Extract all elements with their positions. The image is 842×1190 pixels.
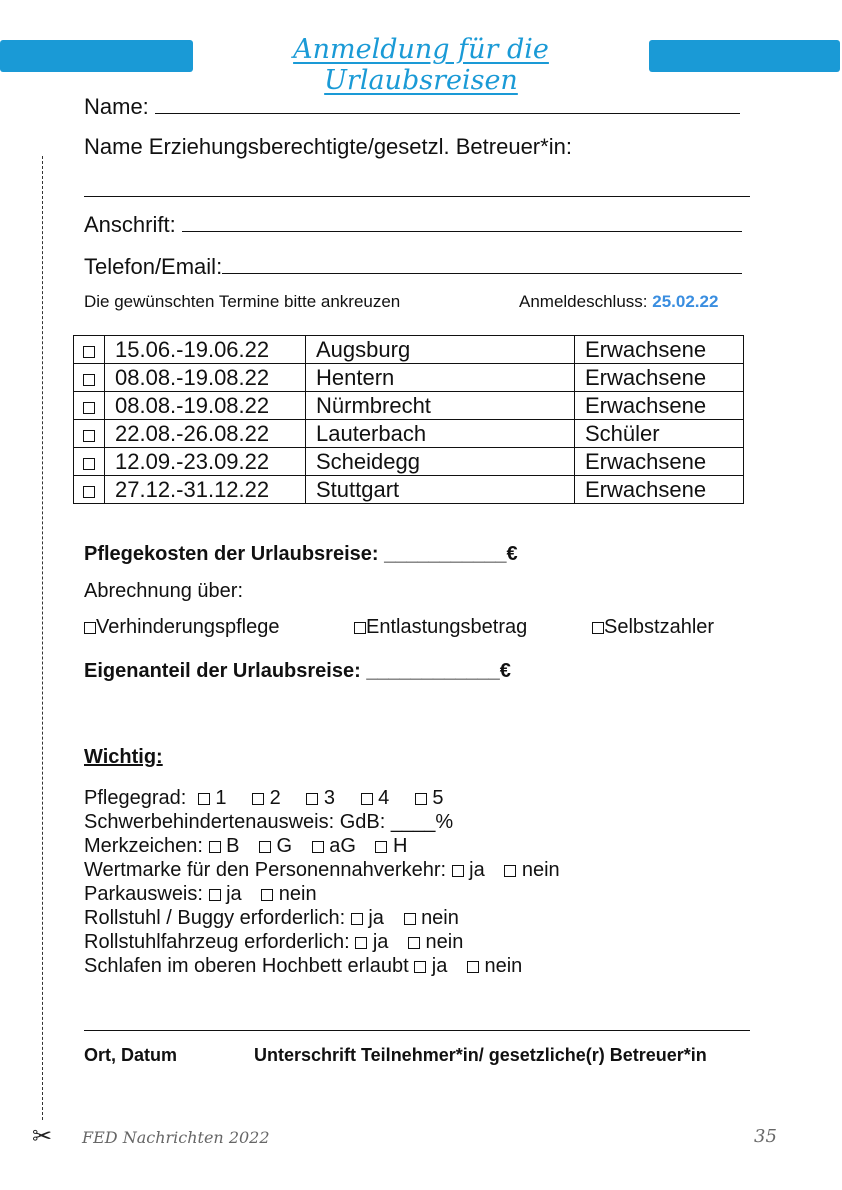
deadline-label: Anmeldeschluss: — [519, 292, 648, 311]
trip-place: Stuttgart — [306, 476, 575, 504]
trip-dates: 08.08.-19.08.22 — [105, 392, 306, 420]
footer-publication: FED Nachrichten 2022 — [82, 1128, 270, 1147]
trip-group: Schüler — [575, 420, 744, 448]
vehicle-row: Rollstuhlfahrzeug erforderlich: ja nein — [84, 931, 464, 953]
no-option[interactable]: nein — [504, 859, 559, 882]
table-row — [74, 364, 744, 392]
care-level-option[interactable]: 5 — [415, 787, 444, 810]
trip-place: Hentern — [306, 364, 575, 392]
contact-field — [84, 254, 742, 280]
billing-option[interactable]: Entlastungsbetrag — [354, 616, 584, 639]
no-option[interactable]: nein — [467, 955, 522, 978]
signature-line[interactable] — [84, 1030, 750, 1031]
name-input-line[interactable] — [155, 113, 740, 114]
yes-option[interactable]: ja — [351, 907, 384, 930]
yes-option[interactable]: ja — [209, 883, 242, 906]
bunk-row: Schlafen im oberen Hochbett erlaubt ja nein — [84, 955, 523, 977]
checkbox[interactable] — [83, 430, 95, 442]
table-row — [74, 336, 744, 364]
deadline — [519, 292, 718, 312]
scissors-icon: ✂ — [32, 1123, 53, 1150]
signature-label: Unterschrift Teilnehmer*in/ gesetzliche(r) Betreuer*in — [254, 1045, 707, 1065]
checkbox[interactable] — [84, 622, 96, 634]
disability-row: Schwerbehindertenausweis: GdB: ____% — [84, 811, 454, 833]
care-level-option[interactable]: 2 — [252, 787, 281, 810]
contact-label: Telefon/Email: — [84, 254, 223, 279]
guardian-label: Name Erziehungsberechtigte/gesetzl. Betreuer*in: — [84, 134, 572, 159]
care-costs-label: Pflegekosten der Urlaubsreise: ___________€ — [84, 543, 518, 565]
trip-dates: 27.12.-31.12.22 — [105, 476, 306, 504]
trip-group: Erwachsene — [575, 392, 744, 420]
no-option[interactable]: nein — [408, 931, 463, 954]
checkbox[interactable] — [83, 458, 95, 470]
checkbox[interactable] — [83, 402, 95, 414]
checkbox[interactable] — [354, 622, 366, 634]
contact-input-line[interactable] — [222, 273, 742, 274]
checkbox[interactable] — [83, 346, 95, 358]
trip-place: Nürmbrecht — [306, 392, 575, 420]
page-number: 35 — [754, 1126, 777, 1147]
checkbox[interactable] — [83, 486, 95, 498]
table-row — [74, 476, 744, 504]
trip-group: Erwachsene — [575, 364, 744, 392]
transit-row: Wertmarke für den Personennahverkehr: ja nein — [84, 859, 560, 881]
name-label: Name: — [84, 94, 149, 119]
yes-option[interactable]: ja — [414, 955, 447, 978]
no-option[interactable]: nein — [404, 907, 459, 930]
parking-row: Parkausweis: ja nein — [84, 883, 317, 905]
address-field — [84, 212, 742, 238]
header-bar-right — [649, 40, 840, 72]
trip-dates: 12.09.-23.09.22 — [105, 448, 306, 476]
place-date-label: Ort, Datum — [84, 1045, 178, 1065]
table-row — [74, 448, 744, 476]
important-heading: Wichtig: — [84, 746, 163, 768]
own-share-label: Eigenanteil der Urlaubsreise: ____________€ — [84, 660, 511, 682]
address-input-line[interactable] — [182, 231, 742, 232]
care-level-option[interactable]: 4 — [361, 787, 390, 810]
trip-table — [73, 335, 744, 504]
table-row — [74, 392, 744, 420]
checkbox[interactable] — [83, 374, 95, 386]
name-field — [84, 94, 740, 120]
cut-line — [42, 156, 43, 1120]
trip-group: Erwachsene — [575, 448, 744, 476]
deadline-date: 25.02.22 — [652, 292, 719, 311]
trip-group: Erwachsene — [575, 476, 744, 504]
header-bar-left — [0, 40, 193, 72]
billing-option[interactable]: Selbstzahler — [592, 616, 714, 639]
guardian-input-line[interactable] — [84, 196, 750, 197]
marks-row: Merkzeichen: B G aG H — [84, 835, 408, 857]
mark-option[interactable]: G — [259, 835, 292, 858]
trip-dates: 15.06.-19.06.22 — [105, 336, 306, 364]
yes-option[interactable]: ja — [355, 931, 388, 954]
yes-option[interactable]: ja — [452, 859, 485, 882]
wheelchair-row: Rollstuhl / Buggy erforderlich: ja nein — [84, 907, 459, 929]
page-title: Anmeldung für die Urlaubsreisen — [293, 34, 549, 96]
trip-dates: 08.08.-19.08.22 — [105, 364, 306, 392]
trip-place: Augsburg — [306, 336, 575, 364]
checkbox[interactable] — [592, 622, 604, 634]
mark-option[interactable]: B — [209, 835, 240, 858]
table-row — [74, 420, 744, 448]
no-option[interactable]: nein — [261, 883, 316, 906]
billing-options — [84, 616, 722, 639]
billing-label: Abrechnung über: — [84, 580, 244, 602]
trip-place: Scheidegg — [306, 448, 575, 476]
mark-option[interactable]: H — [375, 835, 407, 858]
trip-dates: 22.08.-26.08.22 — [105, 420, 306, 448]
trip-group: Erwachsene — [575, 336, 744, 364]
address-label: Anschrift: — [84, 212, 176, 237]
care-level-row: Pflegegrad: 1 2 3 4 5 — [84, 787, 444, 809]
mark-option[interactable]: aG — [312, 835, 356, 858]
care-level-option[interactable]: 1 — [198, 787, 227, 810]
billing-option[interactable]: Verhinderungspflege — [84, 616, 346, 639]
instruction-text: Die gewünschten Termine bitte ankreuzen — [84, 292, 401, 311]
trip-place: Lauterbach — [306, 420, 575, 448]
care-level-option[interactable]: 3 — [306, 787, 335, 810]
